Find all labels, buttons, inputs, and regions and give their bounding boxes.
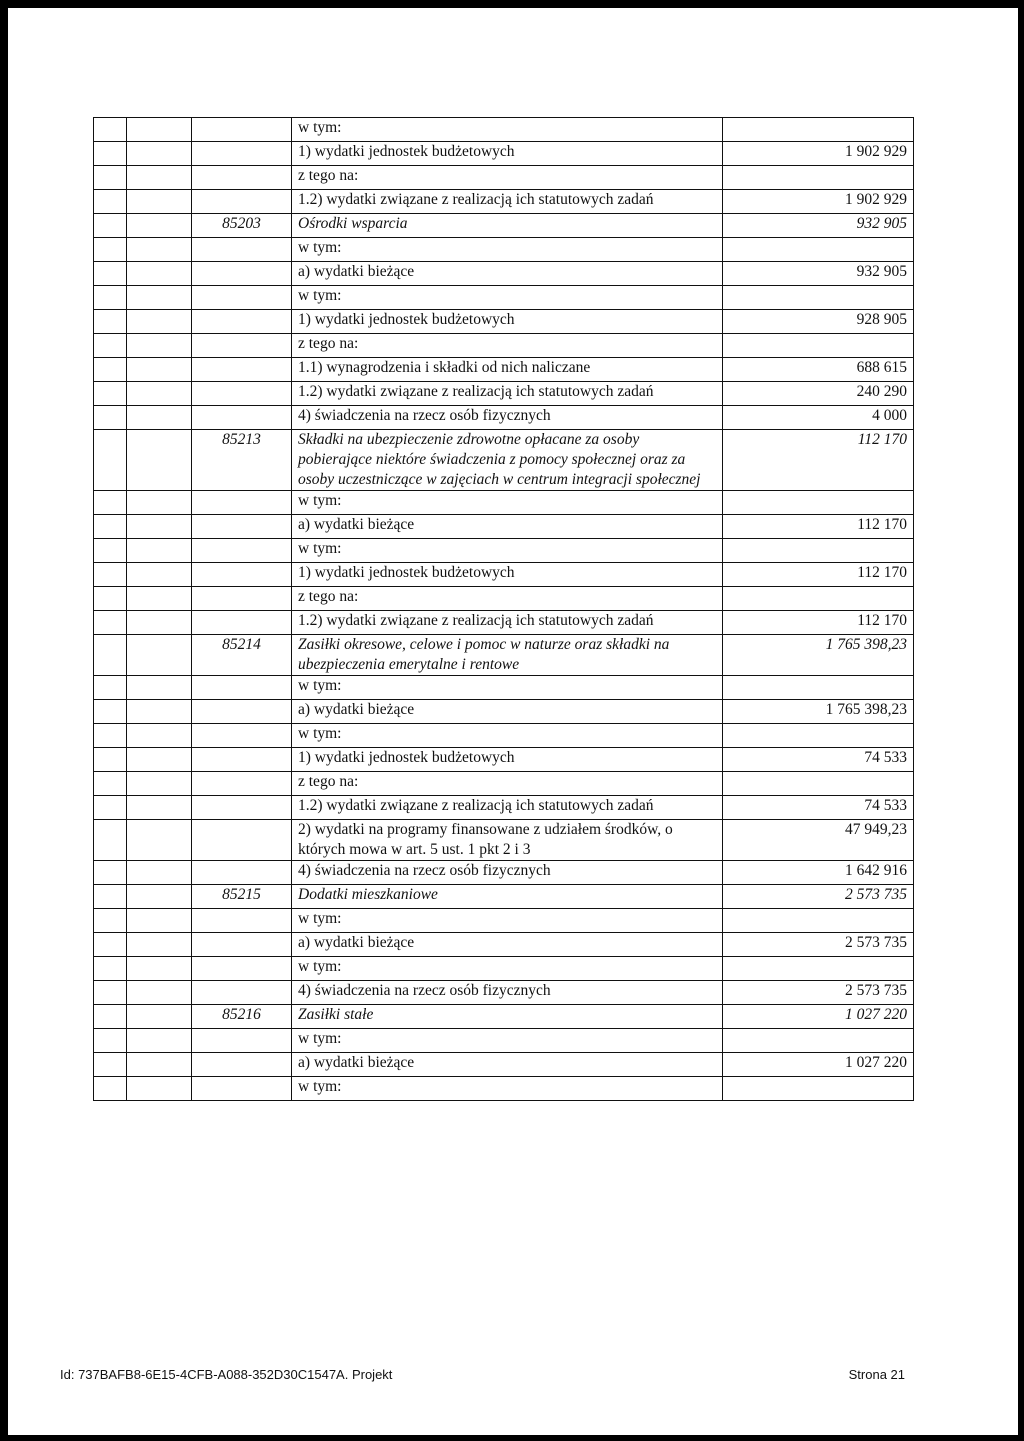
empty-cell-chapter	[127, 909, 192, 933]
table-row	[94, 933, 914, 957]
empty-cell-chapter	[127, 286, 192, 310]
empty-cell-section	[94, 334, 127, 358]
table-row	[94, 957, 914, 981]
empty-cell-chapter	[127, 190, 192, 214]
empty-cell-chapter	[127, 430, 192, 491]
empty-cell-section	[94, 1005, 127, 1029]
empty-cell-chapter	[127, 820, 192, 861]
row-amount: 932 905	[723, 214, 914, 238]
table-row	[94, 310, 914, 334]
empty-cell-section	[94, 262, 127, 286]
empty-cell-chapter	[127, 1029, 192, 1053]
empty-cell-section	[94, 909, 127, 933]
row-description: w tym:	[292, 238, 723, 262]
empty-cell-chapter	[127, 563, 192, 587]
row-code	[192, 1029, 292, 1053]
empty-cell-section	[94, 820, 127, 861]
row-amount: 112 170	[723, 430, 914, 491]
table-row	[94, 1077, 914, 1101]
empty-cell-chapter	[127, 981, 192, 1005]
row-amount: 932 905	[723, 262, 914, 286]
empty-cell-section	[94, 885, 127, 909]
empty-cell-chapter	[127, 861, 192, 885]
row-description: 2) wydatki na programy finansowane z udziałem środków, o których mowa w art. 5 ust. 1 pkt 2 i 3	[292, 820, 723, 861]
row-code: 85214	[192, 635, 292, 676]
row-amount	[723, 772, 914, 796]
empty-cell-section	[94, 724, 127, 748]
row-code	[192, 587, 292, 611]
row-code	[192, 515, 292, 539]
empty-cell-section	[94, 587, 127, 611]
row-description: 1) wydatki jednostek budżetowych	[292, 310, 723, 334]
table-section-row	[94, 635, 914, 676]
row-description: 4) świadczenia na rzecz osób fizycznych	[292, 861, 723, 885]
empty-cell-chapter	[127, 310, 192, 334]
table-row	[94, 748, 914, 772]
row-description: w tym:	[292, 1077, 723, 1101]
row-amount: 2 573 735	[723, 933, 914, 957]
empty-cell-section	[94, 515, 127, 539]
row-amount	[723, 1029, 914, 1053]
empty-cell-chapter	[127, 1053, 192, 1077]
row-amount: 688 615	[723, 358, 914, 382]
row-code	[192, 539, 292, 563]
row-description: 1.2) wydatki związane z realizacją ich statutowych zadań	[292, 190, 723, 214]
row-description: Dodatki mieszkaniowe	[292, 885, 723, 909]
row-code	[192, 772, 292, 796]
row-description: w tym:	[292, 491, 723, 515]
row-description: 1.2) wydatki związane z realizacją ich statutowych zadań	[292, 796, 723, 820]
table-row	[94, 262, 914, 286]
row-code	[192, 118, 292, 142]
row-code	[192, 724, 292, 748]
row-amount	[723, 676, 914, 700]
budget-table-body	[94, 118, 914, 1101]
table-section-row	[94, 430, 914, 491]
empty-cell-section	[94, 957, 127, 981]
row-code	[192, 611, 292, 635]
empty-cell-section	[94, 611, 127, 635]
row-amount: 928 905	[723, 310, 914, 334]
budget-table	[93, 117, 914, 1101]
row-amount: 74 533	[723, 748, 914, 772]
row-amount: 112 170	[723, 611, 914, 635]
row-amount: 74 533	[723, 796, 914, 820]
row-description: a) wydatki bieżące	[292, 1053, 723, 1077]
empty-cell-section	[94, 861, 127, 885]
row-amount: 1 765 398,23	[723, 635, 914, 676]
table-row	[94, 166, 914, 190]
empty-cell-chapter	[127, 1077, 192, 1101]
row-amount: 2 573 735	[723, 885, 914, 909]
empty-cell-section	[94, 772, 127, 796]
row-code: 85216	[192, 1005, 292, 1029]
empty-cell-section	[94, 563, 127, 587]
row-code	[192, 981, 292, 1005]
empty-cell-section	[94, 933, 127, 957]
row-description: w tym:	[292, 539, 723, 563]
row-code	[192, 563, 292, 587]
table-row	[94, 772, 914, 796]
row-code	[192, 358, 292, 382]
empty-cell-chapter	[127, 796, 192, 820]
row-description: 4) świadczenia na rzecz osób fizycznych	[292, 406, 723, 430]
row-amount: 4 000	[723, 406, 914, 430]
empty-cell-chapter	[127, 334, 192, 358]
row-description: z tego na:	[292, 166, 723, 190]
row-code	[192, 406, 292, 430]
empty-cell-section	[94, 491, 127, 515]
row-amount	[723, 491, 914, 515]
row-amount	[723, 286, 914, 310]
empty-cell-chapter	[127, 406, 192, 430]
row-code	[192, 238, 292, 262]
empty-cell-chapter	[127, 724, 192, 748]
row-description: 1.2) wydatki związane z realizacją ich statutowych zadań	[292, 382, 723, 406]
row-amount	[723, 118, 914, 142]
empty-cell-chapter	[127, 515, 192, 539]
row-amount: 1 027 220	[723, 1053, 914, 1077]
row-description: z tego na:	[292, 334, 723, 358]
table-row	[94, 286, 914, 310]
row-amount	[723, 334, 914, 358]
empty-cell-section	[94, 981, 127, 1005]
table-row	[94, 334, 914, 358]
table-section-row	[94, 885, 914, 909]
row-code	[192, 1053, 292, 1077]
row-amount	[723, 1077, 914, 1101]
row-code	[192, 796, 292, 820]
row-description: a) wydatki bieżące	[292, 933, 723, 957]
document-page	[8, 8, 1018, 1435]
row-description: w tym:	[292, 909, 723, 933]
table-row	[94, 820, 914, 861]
row-code: 85215	[192, 885, 292, 909]
empty-cell-section	[94, 142, 127, 166]
row-description: 1.2) wydatki związane z realizacją ich statutowych zadań	[292, 611, 723, 635]
row-amount	[723, 724, 914, 748]
empty-cell-section	[94, 635, 127, 676]
row-amount	[723, 238, 914, 262]
empty-cell-chapter	[127, 885, 192, 909]
table-row	[94, 118, 914, 142]
footer-document-id: Id: 737BAFB8-6E15-4CFB-A088-352D30C1547A. Projekt	[60, 1367, 393, 1382]
table-row	[94, 142, 914, 166]
empty-cell-section	[94, 539, 127, 563]
row-code: 85203	[192, 214, 292, 238]
row-description: w tym:	[292, 1029, 723, 1053]
row-amount: 1 902 929	[723, 142, 914, 166]
table-row	[94, 238, 914, 262]
table-row	[94, 190, 914, 214]
table-row	[94, 1053, 914, 1077]
table-section-row	[94, 1005, 914, 1029]
empty-cell-chapter	[127, 358, 192, 382]
table-row	[94, 587, 914, 611]
row-amount: 2 573 735	[723, 981, 914, 1005]
empty-cell-chapter	[127, 166, 192, 190]
empty-cell-section	[94, 214, 127, 238]
row-description: Zasiłki okresowe, celowe i pomoc w naturze oraz składki na ubezpieczenia emerytalne i rentowe	[292, 635, 723, 676]
table-row	[94, 611, 914, 635]
table-row	[94, 1029, 914, 1053]
row-amount	[723, 909, 914, 933]
row-amount: 1 765 398,23	[723, 700, 914, 724]
row-code	[192, 190, 292, 214]
row-description: Zasiłki stałe	[292, 1005, 723, 1029]
empty-cell-section	[94, 1053, 127, 1077]
empty-cell-section	[94, 796, 127, 820]
row-description: a) wydatki bieżące	[292, 515, 723, 539]
empty-cell-chapter	[127, 635, 192, 676]
empty-cell-chapter	[127, 933, 192, 957]
empty-cell-section	[94, 406, 127, 430]
empty-cell-chapter	[127, 1005, 192, 1029]
row-code	[192, 676, 292, 700]
row-code	[192, 700, 292, 724]
row-description: 4) świadczenia na rzecz osób fizycznych	[292, 981, 723, 1005]
row-code	[192, 957, 292, 981]
row-code	[192, 491, 292, 515]
empty-cell-section	[94, 748, 127, 772]
empty-cell-chapter	[127, 748, 192, 772]
row-code	[192, 382, 292, 406]
row-code	[192, 142, 292, 166]
row-description: z tego na:	[292, 587, 723, 611]
empty-cell-section	[94, 1077, 127, 1101]
row-code	[192, 166, 292, 190]
row-code	[192, 310, 292, 334]
empty-cell-chapter	[127, 142, 192, 166]
row-amount	[723, 957, 914, 981]
table-row	[94, 724, 914, 748]
empty-cell-chapter	[127, 957, 192, 981]
empty-cell-section	[94, 166, 127, 190]
table-row	[94, 861, 914, 885]
footer-page-number: Strona 21	[848, 1367, 905, 1382]
table-row	[94, 491, 914, 515]
empty-cell-chapter	[127, 214, 192, 238]
row-code: 85213	[192, 430, 292, 491]
empty-cell-chapter	[127, 587, 192, 611]
row-description: w tym:	[292, 118, 723, 142]
row-description: 1) wydatki jednostek budżetowych	[292, 563, 723, 587]
row-amount	[723, 587, 914, 611]
table-row	[94, 406, 914, 430]
empty-cell-section	[94, 190, 127, 214]
table-row	[94, 981, 914, 1005]
row-code	[192, 820, 292, 861]
row-description: 1.1) wynagrodzenia i składki od nich naliczane	[292, 358, 723, 382]
row-code	[192, 1077, 292, 1101]
row-description: Składki na ubezpieczenie zdrowotne opłacane za osoby pobierające niektóre świadczenia z pomocy społecznej oraz za osoby uczestniczące w zajęciach w centrum integracji społecznej	[292, 430, 723, 491]
row-code	[192, 262, 292, 286]
row-amount	[723, 539, 914, 563]
empty-cell-chapter	[127, 700, 192, 724]
row-amount: 112 170	[723, 563, 914, 587]
row-description: z tego na:	[292, 772, 723, 796]
empty-cell-chapter	[127, 676, 192, 700]
row-description: a) wydatki bieżące	[292, 700, 723, 724]
table-row	[94, 539, 914, 563]
empty-cell-section	[94, 382, 127, 406]
empty-cell-chapter	[127, 539, 192, 563]
empty-cell-chapter	[127, 491, 192, 515]
row-code	[192, 909, 292, 933]
row-amount: 1 902 929	[723, 190, 914, 214]
row-code	[192, 933, 292, 957]
empty-cell-section	[94, 676, 127, 700]
row-code	[192, 334, 292, 358]
empty-cell-chapter	[127, 262, 192, 286]
row-amount: 112 170	[723, 515, 914, 539]
row-amount: 240 290	[723, 382, 914, 406]
empty-cell-section	[94, 430, 127, 491]
empty-cell-section	[94, 286, 127, 310]
row-description: a) wydatki bieżące	[292, 262, 723, 286]
row-amount: 1 027 220	[723, 1005, 914, 1029]
row-description: w tym:	[292, 957, 723, 981]
row-amount	[723, 166, 914, 190]
table-row	[94, 382, 914, 406]
row-description: w tym:	[292, 286, 723, 310]
empty-cell-chapter	[127, 772, 192, 796]
row-description: 1) wydatki jednostek budżetowych	[292, 748, 723, 772]
empty-cell-section	[94, 238, 127, 262]
row-amount: 47 949,23	[723, 820, 914, 861]
table-row	[94, 700, 914, 724]
empty-cell-chapter	[127, 118, 192, 142]
row-description: w tym:	[292, 724, 723, 748]
empty-cell-chapter	[127, 238, 192, 262]
row-description: Ośrodki wsparcia	[292, 214, 723, 238]
empty-cell-section	[94, 700, 127, 724]
row-description: 1) wydatki jednostek budżetowych	[292, 142, 723, 166]
table-row	[94, 515, 914, 539]
empty-cell-section	[94, 310, 127, 334]
row-code	[192, 286, 292, 310]
empty-cell-section	[94, 1029, 127, 1053]
row-amount: 1 642 916	[723, 861, 914, 885]
empty-cell-section	[94, 358, 127, 382]
table-row	[94, 796, 914, 820]
table-row	[94, 563, 914, 587]
table-row	[94, 358, 914, 382]
row-code	[192, 861, 292, 885]
table-row	[94, 676, 914, 700]
empty-cell-section	[94, 118, 127, 142]
row-code	[192, 748, 292, 772]
row-description: w tym:	[292, 676, 723, 700]
empty-cell-chapter	[127, 382, 192, 406]
table-section-row	[94, 214, 914, 238]
table-row	[94, 909, 914, 933]
empty-cell-chapter	[127, 611, 192, 635]
